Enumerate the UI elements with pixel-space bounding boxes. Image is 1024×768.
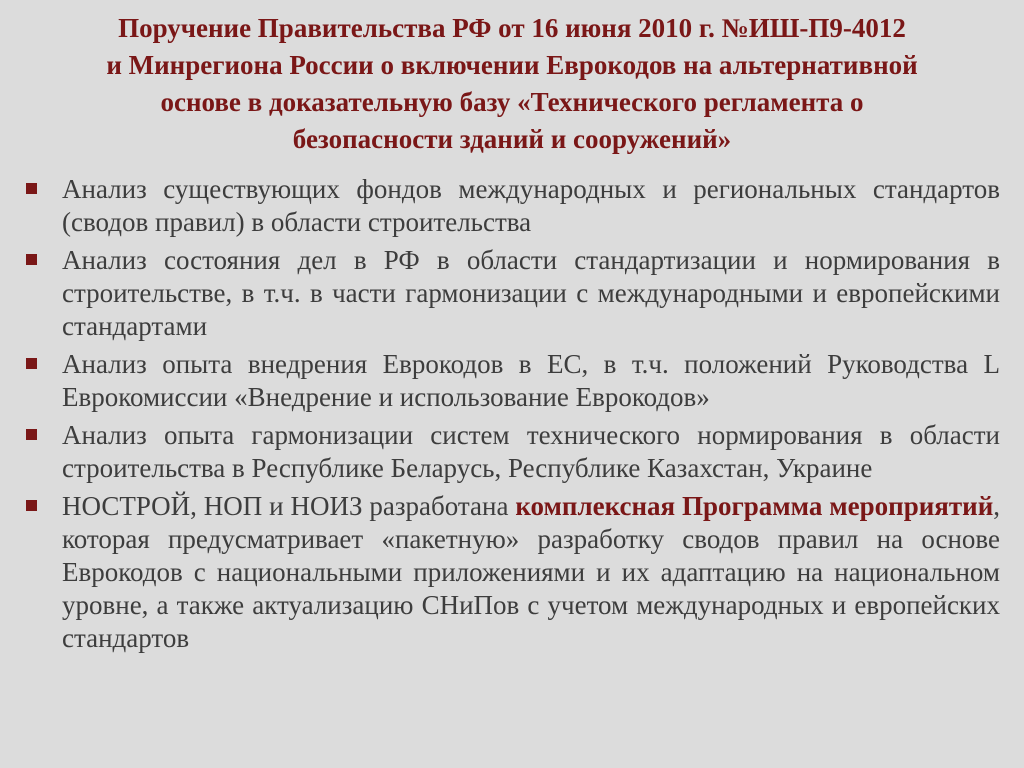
bullet-text-3: Анализ опыта внедрения Еврокодов в ЕС, в т.ч. положений Руководства L Еврокомиссии «Внедрение и использование Еврокодов» [62, 349, 1000, 412]
bullet-text-5-prefix: НОСТРОЙ, НОП и НОИЗ разработана [62, 491, 516, 521]
square-bullet-icon [26, 254, 37, 265]
square-bullet-icon [26, 358, 37, 369]
bullet-text-1: Анализ существующих фондов международных и региональных стандартов (сводов правил) в области строительства [62, 174, 1000, 237]
title-line-4: безопасности зданий и сооружений» [292, 124, 732, 154]
bullet-item-5 [24, 490, 1000, 655]
bullet-item-1 [24, 173, 1000, 239]
title-line-2: и Минрегиона России о включении Еврокодов на альтернативной [106, 50, 918, 80]
bullet-item-4 [24, 419, 1000, 485]
bullet-list [24, 173, 1000, 660]
square-bullet-icon [26, 183, 37, 194]
bullet-item-3 [24, 348, 1000, 414]
bullet-item-2 [24, 244, 1000, 343]
bullet-text-5-highlight: комплексная Программа мероприятий [515, 491, 994, 521]
bullet-text-4: Анализ опыта гармонизации систем технического нормирования в области строительства в Республике Беларусь, Республике Казахстан, Украине [62, 420, 1000, 483]
slide-title [20, 10, 1004, 158]
square-bullet-icon [26, 429, 37, 440]
square-bullet-icon [26, 500, 37, 511]
bullet-text-2: Анализ состояния дел в РФ в области стандартизации и нормирования в строительстве, в т.ч. в части гармонизации с международными и европейскими стандартами [62, 245, 1000, 341]
bullet-text-5-suffix: , которая предусматривает «пакетную» разработку сводов правил на основе Еврокодов с национальными приложениями и их адаптацию на национальном уровне, а также актуализацию СНиПов с учетом международных и европейских стандартов [62, 491, 1000, 653]
title-line-1: Поручение Правительства РФ от 16 июня 2010 г. №ИШ-П9-4012 [118, 13, 906, 43]
title-line-3: основе в доказательную базу «Технического регламента о [160, 87, 864, 117]
